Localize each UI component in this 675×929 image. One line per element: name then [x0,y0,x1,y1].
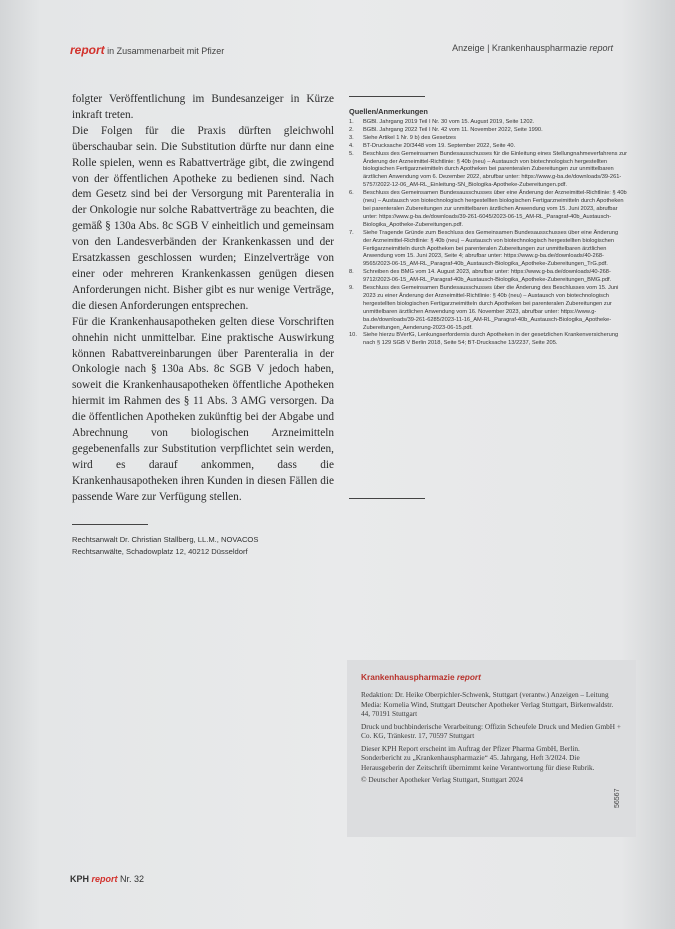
source-text: Beschluss des Gemeinsamen Bundesausschusses über eine Änderung der Arzneimittel-Richtlinie: § 40b (neu) – Austausch von biotechnologisch hergestellten biologischen Fertigarzneimitteln durch Apotheken bei parenteralen Zubereitungen zur unmittelbaren ärztlichen Anwendung vom 15. Juni 2023, abrufbar unter: https://www.g-ba.de/downloads/39-261-6045/2023-06-15_AM-RL_Paragraf-40b_Austausch-Biologika_Apotheke-Zubereitungen.pdf. [363,190,627,228]
source-number: 5. [349,150,354,157]
footer-issue: Nr. 32 [117,874,145,884]
author-line: Rechtsanwälte, Schadowplatz 12, 40212 Düsseldorf [72,547,248,556]
source-text: BT-Drucksache 20/3448 vom 19. September 2022, Seite 40. [363,142,516,149]
imprint-paragraph: © Deutscher Apotheker Verlag Stuttgart, Stuttgart 2024 [361,775,524,784]
source-text: Beschluss des Gemeinsamen Bundesausschusses über die Änderung des Beschlusses vom 15. Juni 2023 zu einer Änderung der Arzneimittel-Richtlinie: § 40b (neu) – Austausch von biotechnologisch hergestellten biologischen Fertigarzneimitteln durch Apotheken bei parenteralen Zubereitungen zur unmittelbaren ärztlichen Anwendung vom 16. November 2023, abrufbar unter: https://www.g-ba.de/downloads/39-261-6285/2023-11-16_AM-RL_Paragraf-40b_Austausch-Biologika_Apotheke-Zubereitungen_Aenderung-2023-06-15.pdf. [363,285,619,331]
sources-top-divider [349,96,425,97]
source-item [349,230,627,270]
source-item [349,143,627,151]
source-number: 1. [349,119,354,125]
source-item [349,151,627,191]
source-item [349,127,627,135]
source-text: Siehe Tragende Gründe zum Beschluss des Gemeinsamen Bundesausschusses über eine Änderung der Arzneimittel-Richtlinie: § 40b (neu) – Austausch von biotechnologisch hergestellten biologischen Fertigarzneimitteln durch Apotheken bei parenteralen Zubereitungen zur unmittelbaren ärztlichen Anwendung vom 15. Juni 2023, Seite 4; abrufbar unter: https://www.g-ba.de/downloads/40-268-9565/2023-06-15_AM-RL_Paragraf-40b_Austausch-Biologika_Apotheke-Zubereitungen_TrG.pdf. [363,229,619,268]
imprint-title [361,672,622,682]
imprint-paragraph: Redaktion: Dr. Heike Oberpichler-Schwenk, Stuttgart (verantw.) Anzeigen – Leitung Media: Kornelia Wind, Stuttgart Deutscher Apotheker Verlag Stuttgart, Birkenwaldstr. 44, 70191 Stuttgart [361,690,614,718]
source-number: 10. [349,332,357,339]
imprint-paragraph: Dieser KPH Report erscheint im Auftrag der Pfizer Pharma GmbH, Berlin. Sonderbericht zu „Krankenhauspharmazie“ 45. Jahrgang, Heft 3/2024. Die Herausgeberin der Zeitschrift übernimmt keine Verantwortung für diese Rubrik. [361,743,595,772]
imprint-title-italic: report [456,672,481,682]
sources-bottom-divider [349,498,425,499]
source-number: 6. [349,190,354,197]
source-number: 2. [349,126,354,133]
author-divider [72,524,148,525]
footer [70,874,144,884]
source-text: Siehe Artikel 1 Nr. 9 b) des Gesetzes [363,134,456,141]
source-item [349,135,627,143]
source-item [349,269,627,285]
sources-column [349,107,627,348]
source-text: BGBl. Jahrgang 2022 Teil I Nr. 42 vom 11. November 2022, Seite 1990. [363,126,543,133]
source-number: 3. [349,134,354,141]
source-text: BGBl. Jahrgang 2019 Teil I Nr. 30 vom 15. August 2019, Seite 1202. [363,119,535,125]
source-number: 7. [349,229,354,236]
source-number: 9. [349,285,354,292]
report-brand: report [70,43,105,57]
source-item [349,190,627,230]
source-text: Beschluss des Gemeinsamen Bundesausschusses für die Einleitung eines Stellungnahmeverfahrens zur Änderung der Arzneimittel-Richtlinie: § 40b (neu) – Austausch von biotechnologisch hergestellten biologischen Fertigarzneimitteln durch Apotheken bei parenteralen Zubereitungen zur unmittelbaren ärztlichen Anwendung vom 6. Dezember 2022, abrufbar unter: https://www.g-ba.de/downloads/39-261-5757/2022-12-06_AM-RL_Einleitung-SN_Biologika-Apotheke-Zubereitungen.pdf. [363,150,627,189]
article-paragraph: folgter Veröffentlichung im Bundesanzeiger in Kürze inkraft treten. [72,93,334,121]
side-code: 56567 [614,788,621,808]
source-number: 8. [349,269,354,276]
imprint-title-text: Krankenhauspharmazie [361,672,457,682]
header-report-italic: report [589,43,613,53]
header-right [452,43,613,53]
sources-list [349,119,627,348]
source-text: Siehe hierzu BVerfG, Lenkungserfordernis durch Apotheken in der gesetzlichen Krankenversicherung nach § 129 SGB V Berlin 2018, Seite 54; BT-Drucksache 13/2237, Seite 205. [363,332,619,347]
article-paragraph: Die Folgen für die Praxis dürften gleichwohl überschaubar sein. Die Substitution dürfte nur dann eine Rolle spielen, wenn es Rabattverträge gibt, die zwingend von der öffentlichen Apotheke zu bedienen sind. Nach dem Gesetz sind bei der Versorgung mit Parenteralia in der Onkologie nur solche Rabattverträge zu beachten, die gemäß § 130a Abs. 8c SGB V einheitlich und gemeinsam von den Landesverbänden der Krankenkassen und der Ersatzkassen geschlossen wurden; Einzelverträge von einer oder mehreren Krankenkassen genügen diesen Anforderungen nicht. Bisher gibt es nur wenige Verträge, die diesen Anforderungen entsprechen. [72,124,334,312]
imprint-body [361,690,622,785]
source-item [349,285,627,332]
author-info [72,534,342,558]
source-item [349,119,627,127]
footer-kph: KPH [70,874,92,884]
author-line: Rechtsanwalt Dr. Christian Stallberg, LL.M., NOVACOS [72,535,259,544]
imprint-paragraph: Druck und buchbinderische Verarbeitung: Offizin Scheufele Druck und Medien GmbH + Co. KG, Tränkestr. 17, 70597 Stuttgart [361,721,621,740]
imprint-box [347,660,636,837]
article-paragraph: Für die Krankenhausapotheken gelten diese Vorschriften ohnehin nicht unmittelbar. Eine praktische Auswirkung können Rabattvereinbarungen über Parenteralia in der Onkologie nach § 130a Abs. 8c SGB V jedoch haben, soweit die Krankenhausapotheken öffentliche Apotheken hiermit im Rahmen des § 11 Abs. 3 AMG versorgen. Da die öffentlichen Apotheken zukünftig bei der Abgabe und Abrechnung von biologischen Arzneimitteln gegebenenfalls zur Substitution verpflichtet sein werden, wird es darauf ankommen, dass die Krankenhausapotheken ihren Kunden in diesen Fällen die passende Ware zur Verfügung stellen. [72,315,334,503]
source-item [349,332,627,348]
article-body [72,92,334,506]
header-partner-text: in Zusammenarbeit mit Pfizer [104,46,225,56]
sources-title: Quellen/Anmerkungen [349,107,428,116]
source-number: 4. [349,142,354,149]
source-text: Schreiben des BMG vom 14. August 2023, abrufbar unter: https://www.g-ba.de/downloads/40-268-9712/2023-06-15_AM-RL_Paragraf-40b_Austausch-Biologika_Apotheke-Zubereitungen_BMG.pdf. [363,269,612,284]
header-section-text: Anzeige | Krankenhauspharmazie [452,43,590,53]
header-left [70,43,224,57]
footer-report: report [91,874,118,884]
